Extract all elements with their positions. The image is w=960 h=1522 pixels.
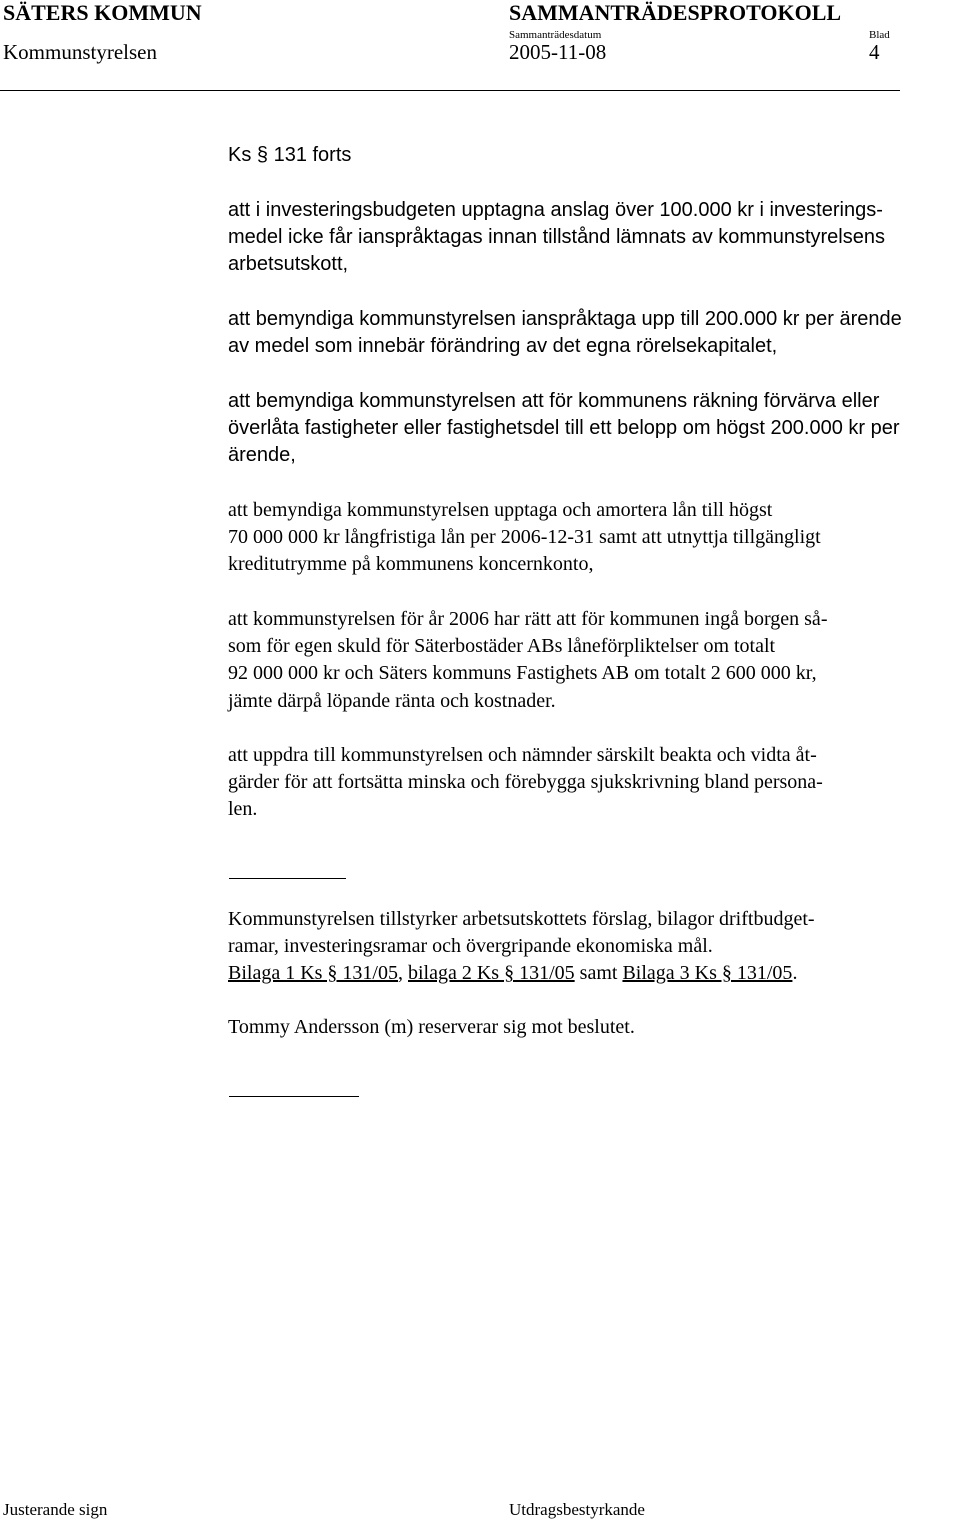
meeting-date: 2005-11-08 [509, 40, 607, 64]
paragraph-2 [228, 306, 958, 360]
paragraph-7 [228, 906, 958, 988]
paragraph-8 [228, 1014, 958, 1041]
paragraph-line: gärder för att fortsätta minska och förebygga sjukskrivning bland persona- [228, 771, 823, 794]
attachment-end: . [792, 962, 798, 985]
section-divider [229, 878, 346, 879]
date-label: Sammanträdesdatum [509, 29, 602, 41]
attachment-1-reference: Bilaga 1 Ks § 131/05 [228, 962, 398, 985]
paragraph-4 [228, 497, 958, 579]
paragraph-line: att bemyndiga kommunstyrelsen att för kommunens räkning förvärva eller [228, 390, 880, 412]
attachment-separator: , [398, 962, 408, 985]
footer-certification-label: Utdragsbestyrkande [509, 1500, 645, 1519]
board-name: Kommunstyrelsen [3, 40, 157, 64]
attachments-line [228, 960, 958, 987]
attachment-2-reference: bilaga 2 Ks § 131/05 [408, 962, 575, 985]
paragraph-line: 92 000 000 kr och Säters kommuns Fastighets AB om totalt 2 600 000 kr, [228, 662, 817, 685]
paragraph-line: att bemyndiga kommunstyrelsen upptaga och amortera lån till högst [228, 499, 773, 521]
paragraph-6 [228, 742, 958, 824]
paragraph-line: medel icke får ianspråktagas innan tillstånd lämnats av kommunstyrelsens [228, 226, 885, 249]
paragraph-line: att bemyndiga kommunstyrelsen ianspråktaga upp till 200.000 kr per ärende [228, 308, 902, 330]
page-number: 4 [869, 40, 880, 64]
paragraph-line: Kommunstyrelsen tillstyrker arbetsutskottets förslag, bilagor driftbudget- [228, 908, 815, 930]
paragraph-line: att kommunstyrelsen för år 2006 har rätt att för kommunen ingå borgen så- [228, 608, 828, 630]
attachment-3-reference: Bilaga 3 Ks § 131/05 [622, 962, 793, 985]
attachment-separator: samt [574, 962, 623, 985]
section-divider [229, 1096, 359, 1097]
paragraph-line: jämte därpå löpande ränta och kostnader. [228, 689, 556, 712]
paragraph-line: 70 000 000 kr långfristiga lån per 2006-12-31 samt att utnyttja tillgängligt [228, 526, 821, 549]
section-heading [228, 142, 958, 169]
reservation-note: Tommy Andersson (m) reserverar sig mot beslutet. [228, 1016, 635, 1038]
document-type: SAMMANTRÄDESPROTOKOLL [509, 0, 842, 25]
paragraph-line: len. [228, 798, 258, 821]
paragraph-line: kreditutrymme på kommunens koncernkonto, [228, 553, 594, 576]
organization-name: SÄTERS KOMMUN [3, 0, 202, 25]
paragraph-line: som för egen skuld för Säterbostäder ABs låneförpliktelser om totalt [228, 635, 776, 658]
page-label: Blad [869, 29, 890, 41]
header-divider [0, 90, 900, 91]
paragraph-line: ramar, investeringsramar och övergripande ekonomiska mål. [228, 935, 713, 958]
paragraph-5 [228, 606, 958, 715]
paragraph-line: av medel som innebär förändring av det egna rörelsekapitalet, [228, 335, 778, 358]
paragraph-line: arbetsutskott, [228, 253, 349, 276]
paragraph-line: att uppdra till kommunstyrelsen och nämnder särskilt beakta och vidta åt- [228, 744, 817, 766]
paragraph-1 [228, 197, 958, 279]
footer-signature-label: Justerande sign [3, 1500, 108, 1519]
paragraph-line: överlåta fastigheter eller fastighetsdel till ett belopp om högst 200.000 kr per [228, 417, 900, 440]
paragraph-3 [228, 388, 958, 470]
paragraph-line: ärende, [228, 444, 296, 467]
paragraph-line: att i investeringsbudgeten upptagna anslag över 100.000 kr i investerings- [228, 199, 883, 221]
section-heading-text: Ks § 131 forts [228, 144, 352, 166]
